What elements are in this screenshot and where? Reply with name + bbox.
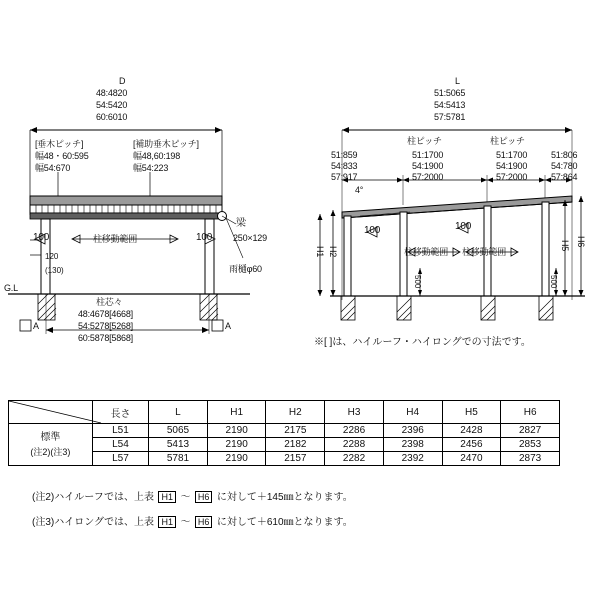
right-pitch-label-left: 柱ピッチ: [407, 136, 442, 146]
column-center-value-2: 54:5278[5268]: [78, 321, 133, 331]
note-3-mid: 〜: [180, 517, 191, 528]
left-dim-120: 120: [45, 252, 59, 261]
pitch-left-v2: 54:833: [331, 161, 358, 171]
left-view-linework: [0, 0, 300, 370]
table-col-H6: H6: [501, 401, 560, 424]
right-top-dim-3: 57:5781: [434, 112, 466, 122]
right-h5-label: H5: [560, 240, 570, 252]
table-cell-H2: 2182: [266, 438, 325, 452]
table-cell-H5: 2428: [442, 424, 501, 438]
pitch-right-v3: 57:864: [551, 172, 578, 182]
spec-table: [8, 400, 560, 466]
note-2-box-h6: H6: [195, 491, 213, 503]
table-row: [9, 424, 560, 438]
pitch-mid2-v2: 54:1900: [496, 161, 528, 171]
table-col-H4: H4: [383, 401, 442, 424]
right-footnote: ※[ ]は、ハイルーフ・ハイロングでの寸法です。: [314, 337, 531, 348]
right-top-dim-1: 51:5065: [434, 88, 466, 98]
table-col-L: L: [149, 401, 208, 424]
table-cell-L: 5781: [149, 452, 208, 466]
note-3-suffix: に対して＋610㎜となります。: [216, 517, 353, 528]
roof-angle-label: 4°: [355, 185, 364, 195]
right-pitch-label-right: 柱ピッチ: [490, 136, 525, 146]
table-col-H2: H2: [266, 401, 325, 424]
note-2-box-h1: H1: [158, 491, 176, 503]
table-col-H3: H3: [325, 401, 384, 424]
aux-rafter-pitch-value-1: 幅48,60:198: [133, 151, 181, 161]
table-cell-H6: 2873: [501, 452, 560, 466]
left-top-dim-3: 60:6010: [96, 112, 128, 122]
table-cell-H1: 2190: [207, 438, 266, 452]
table-cell-H4: 2392: [383, 452, 442, 466]
table-cell-L: 5413: [149, 438, 208, 452]
table-cell-H3: 2286: [325, 424, 384, 438]
table-cell-H6: 2853: [501, 438, 560, 452]
left-dim-100-right: 100: [196, 232, 213, 243]
note-3-box-h1: H1: [158, 516, 176, 528]
table-cell-H4: 2398: [383, 438, 442, 452]
table-cell-name: L57: [92, 452, 148, 466]
left-top-dim-1: 48:4820: [96, 88, 128, 98]
right-dim-100-b: 100: [455, 221, 472, 232]
spec-table-container: [8, 400, 568, 466]
section-mark-a-left: A: [33, 321, 39, 331]
table-col-length: 長さ: [92, 401, 148, 424]
pitch-mid-v1: 51:1700: [412, 150, 444, 160]
table-cell-H2: 2157: [266, 452, 325, 466]
table-cell-H3: 2288: [325, 438, 384, 452]
note-2-prefix: (注2)ハイルーフでは、上表: [32, 492, 155, 503]
pitch-mid2-v3: 57:2000: [496, 172, 528, 182]
aux-rafter-pitch-value-2: 幅54:223: [133, 163, 169, 173]
pitch-left-v1: 51:859: [331, 150, 358, 160]
note-3: [32, 512, 572, 530]
table-col-H1: H1: [207, 401, 266, 424]
table-cell-name: L51: [92, 424, 148, 438]
note-2: [32, 487, 572, 505]
pitch-mid-v3: 57:2000: [412, 172, 444, 182]
note-2-mid: 〜: [180, 492, 191, 503]
column-center-value-1: 48:4678[4668]: [78, 309, 133, 319]
left-elevation-view: [0, 0, 300, 370]
left-dim-130: (130): [45, 266, 64, 275]
note-3-prefix: (注3)ハイロングでは、上表: [32, 517, 155, 528]
table-cell-H5: 2470: [442, 452, 501, 466]
rafter-pitch-value-2: 幅54:670: [35, 163, 71, 173]
pitch-right-v1: 51:806: [551, 150, 578, 160]
table-header-row: [9, 401, 560, 424]
gutter-label: 雨樋φ60: [229, 264, 262, 274]
section-mark-a-right: A: [225, 321, 231, 331]
right-top-dim-2: 54:5413: [434, 100, 466, 110]
left-dim-100-left: 100: [33, 232, 50, 243]
table-cell-H5: 2456: [442, 438, 501, 452]
right-h1-label: H1: [315, 246, 325, 258]
table-cell-H4: 2396: [383, 424, 442, 438]
table-col-H5: H5: [442, 401, 501, 424]
right-column-move-range-1: 柱移動範囲: [404, 247, 449, 257]
note-3-box-h6: H6: [195, 516, 213, 528]
table-row-header: [9, 424, 93, 466]
table-cell-L: 5065: [149, 424, 208, 438]
note-2-suffix: に対して＋145㎜となります。: [216, 492, 353, 503]
ground-level-label: G.L: [4, 283, 18, 293]
right-h2-label: H2: [328, 246, 338, 258]
left-top-dim-2: 54:5420: [96, 100, 128, 110]
right-view-linework: [300, 0, 600, 370]
right-elevation-view: [300, 0, 600, 370]
right-column-move-range-2: 柱移動範囲: [462, 247, 507, 257]
pitch-mid2-v1: 51:1700: [496, 150, 528, 160]
right-dim-500-left: 500: [413, 275, 422, 289]
right-dim-100-a: 100: [364, 225, 381, 236]
beam-size: 250×129: [233, 233, 267, 243]
table-cell-H1: 2190: [207, 452, 266, 466]
table-cell-name: L54: [92, 438, 148, 452]
beam-label: 梁: [236, 218, 246, 229]
left-top-label: D: [119, 76, 126, 86]
right-dim-500-right: 500: [549, 275, 558, 289]
rafter-pitch-value-1: 幅48・60:595: [35, 151, 89, 161]
column-center-value-3: 60:5878[5868]: [78, 333, 133, 343]
pitch-mid-v2: 54:1900: [412, 161, 444, 171]
aux-rafter-pitch-label: [補助垂木ピッチ]: [133, 139, 199, 149]
table-row-header-sub: (注2)(注3): [30, 446, 71, 457]
table-cell-H1: 2190: [207, 424, 266, 438]
table-corner-cell: [9, 401, 93, 424]
left-column-move-range: 柱移動範囲: [93, 234, 138, 244]
rafter-pitch-label: [垂木ピッチ]: [35, 139, 84, 149]
right-top-label: L: [455, 76, 460, 86]
column-center-label: 柱芯々: [96, 297, 123, 307]
pitch-left-v3: 57:917: [331, 172, 358, 182]
table-row-header-main: 標準: [40, 431, 61, 443]
table-cell-H2: 2175: [266, 424, 325, 438]
right-h6-label: H6: [576, 236, 586, 248]
pitch-right-v2: 54:780: [551, 161, 578, 171]
table-cell-H6: 2827: [501, 424, 560, 438]
table-cell-H3: 2282: [325, 452, 384, 466]
